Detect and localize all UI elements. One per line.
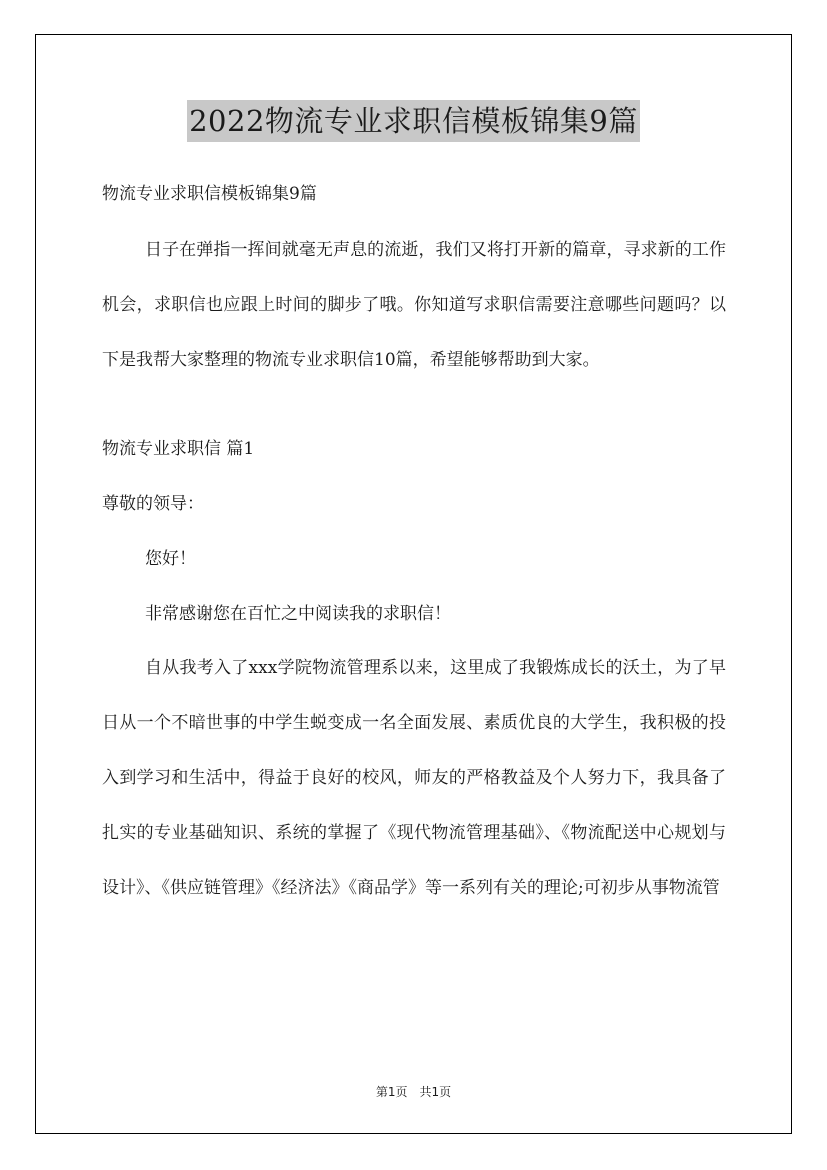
greeting: 您好！ (145, 549, 196, 569)
intro-paragraph: 日子在弹指一挥间就毫无声息的流逝，我们又将打开新的篇章，寻求新的工作机会，求职信也应跟上时间的脚步了哦。你知道写求职信需要注意哪些问题吗？以下是我帮大家整理的物流专业求职信10篇，希望能够帮助到大家。 (102, 240, 726, 370)
section-heading: 物流专业求职信 篇1 (102, 439, 255, 459)
page-number: 第1页 共1页 (375, 1085, 452, 1099)
page-footer (0, 1083, 827, 1100)
document-title-block (0, 100, 827, 142)
document-title: 2022物流专业求职信模板锦集9篇 (187, 100, 640, 142)
body-paragraph: 自从我考入了xxx学院物流管理系以来，这里成了我锻炼成长的沃土，为了早日从一个不暗世事的中学生蜕变成一名全面发展、素质优良的大学生，我积极的投入到学习和生活中，得益于良好的校风，师友的严格教益及个人努力下，我具备了扎实的专业基础知识、系统的掌握了《现代物流管理基础》、《物流配送中心规划与设计》、《供应链管理》《经济法》《商品学》等一系列有关的理论;可初步从事物流管 (102, 658, 726, 898)
salutation: 尊敬的领导： (102, 494, 204, 514)
thanks-line: 非常感谢您在百忙之中阅读我的求职信！ (145, 604, 451, 624)
document-subtitle: 物流专业求职信模板锦集9篇 (102, 184, 317, 204)
document-body (102, 176, 726, 916)
